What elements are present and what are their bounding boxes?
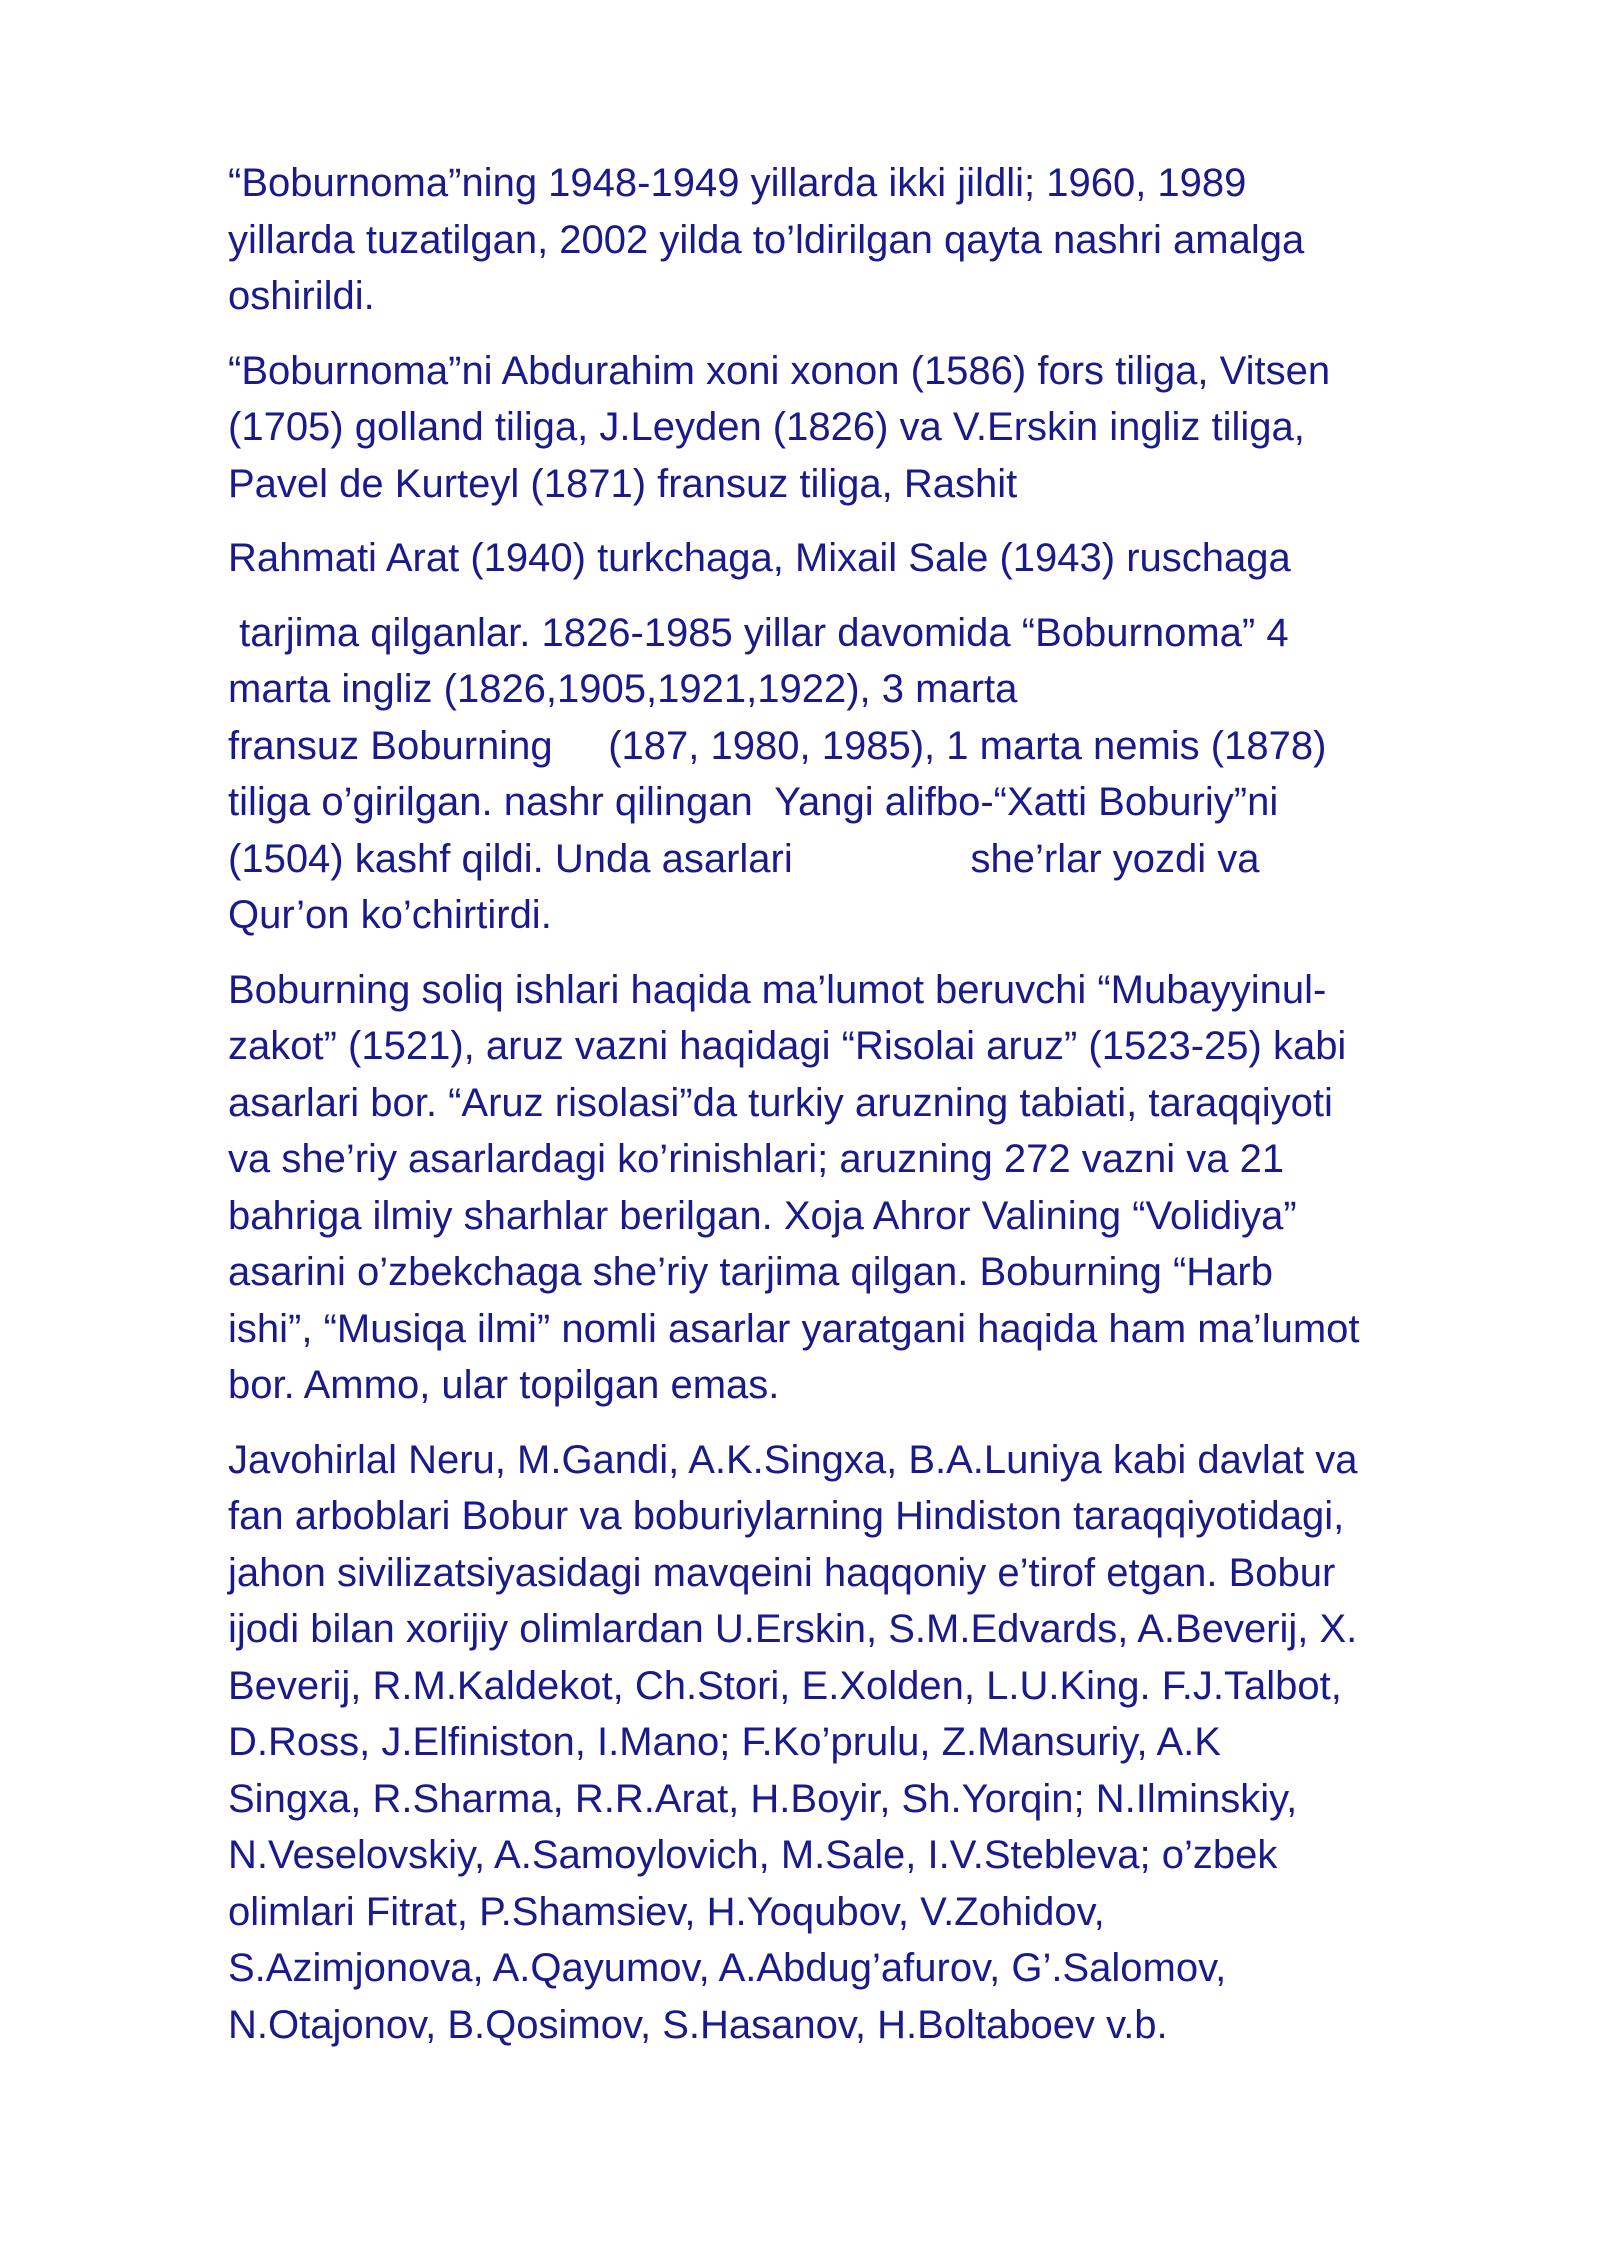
paragraph-scholars — [228, 1432, 1508, 2054]
document-body — [228, 155, 1508, 2071]
text-line: olimlari Fitrat, P.Shamsiev, H.Yoqubov, V.Zohidov, — [228, 1889, 1105, 1934]
text-line: ishi”, “Musiqa ilmi” nomli asarlar yaratgani haqida ham ma’lumot — [228, 1306, 1360, 1351]
text-line: (1504) kashf qildi. Unda asarlari she’rlar yozdi va — [228, 836, 1260, 881]
text-line: va she’riy asarlardagi ko’rinishlari; aruzning 272 vazni va 21 — [228, 1137, 1285, 1181]
paragraph-boburnoma-editions — [228, 155, 1508, 325]
text-line: Rahmati Arat (1940) turkchaga, Mixail Sale (1943) ruschaga — [228, 536, 1291, 580]
text-line: ijodi bilan xorijiy olimlardan U.Erskin, S.M.Edvards, A.Beverij, X. — [228, 1607, 1358, 1651]
text-line: “Boburnoma”ni Abdurahim xoni xonon (1586) fors tiliga, Vitsen — [228, 348, 1331, 393]
text-line: (1705) golland tiliga, J.Leyden (1826) va V.Erskin ingliz tiliga, — [228, 405, 1305, 449]
text-line: Singxa, R.Sharma, R.R.Arat, H.Boyir, Sh.Yorqin; N.Ilminskiy, — [228, 1776, 1298, 1821]
text-line: fransuz Boburning (187, 1980, 1985), 1 marta nemis (1878) — [228, 723, 1327, 768]
text-line: tiliga o’girilgan. nashr qilingan Yangi alifbo-“Xatti Boburiy”ni — [228, 780, 1279, 824]
text-line: “Boburnoma”ning 1948-1949 yillarda ikki jildli; 1960, 1989 — [228, 161, 1247, 205]
paragraph-translation-counts — [228, 605, 1508, 944]
text-line: Javohirlal Neru, M.Gandi, A.K.Singxa, B.A.Luniya kabi davlat va — [228, 1437, 1358, 1482]
text-line: oshirildi. — [228, 274, 375, 318]
text-line: Boburning soliq ishlari haqida ma’lumot beruvchi “Mubayyinul- — [228, 967, 1327, 1012]
text-line: yillarda tuzatilgan, 2002 yilda to’ldirilgan qayta nashri amalga — [228, 217, 1305, 262]
text-line: fan arboblari Bobur va boburiylarning Hindiston taraqqiyotidagi, — [228, 1494, 1345, 1538]
text-line: tarjima qilganlar. 1826-1985 yillar davomida “Boburnoma” 4 — [228, 610, 1289, 655]
text-line: Beverij, R.M.Kaldekot, Ch.Stori, E.Xolden, L.U.King. F.J.Talbot, — [228, 1663, 1342, 1708]
paragraph-translations — [228, 343, 1508, 513]
text-line: asarini o’zbekchaga she’riy tarjima qilgan. Boburning “Harb — [228, 1250, 1273, 1294]
text-line: Qur’on ko’chirtirdi. — [228, 893, 552, 937]
text-line: Pavel de Kurteyl (1871) fransuz tiliga, Rashit — [228, 461, 1018, 506]
text-line: marta ingliz (1826,1905,1921,1922), 3 marta — [228, 667, 1018, 711]
paragraph-turkish-russian — [228, 530, 1508, 587]
text-line: asarlari bor. “Aruz risolasi”da turkiy aruzning tabiati, taraqqiyoti — [228, 1080, 1333, 1125]
text-line: jahon sivilizatsiyasidagi mavqeini haqqoniy e’tirof etgan. Bobur — [228, 1550, 1336, 1595]
text-line: bor. Ammo, ular topilgan emas. — [228, 1363, 780, 1407]
text-line: D.Ross, J.Elfiniston, I.Mano; F.Ko’prulu, Z.Mansuriy, A.K — [228, 1720, 1221, 1764]
text-line: S.Azimjonova, A.Qayumov, A.Abdug’afurov, G’.Salomov, — [228, 1946, 1227, 1990]
text-line: N.Veselovskiy, A.Samoylovich, M.Sale, I.V.Stebleva; o’zbek — [228, 1833, 1278, 1877]
paragraph-other-works — [228, 962, 1508, 1414]
text-line: bahriga ilmiy sharhlar berilgan. Xoja Ahror Valining “Volidiya” — [228, 1193, 1297, 1238]
text-line: zakot” (1521), aruz vazni haqidagi “Risolai aruz” (1523-25) kabi — [228, 1024, 1347, 1068]
text-line: N.Otajonov, B.Qosimov, S.Hasanov, H.Boltaboev v.b. — [228, 2002, 1168, 2047]
